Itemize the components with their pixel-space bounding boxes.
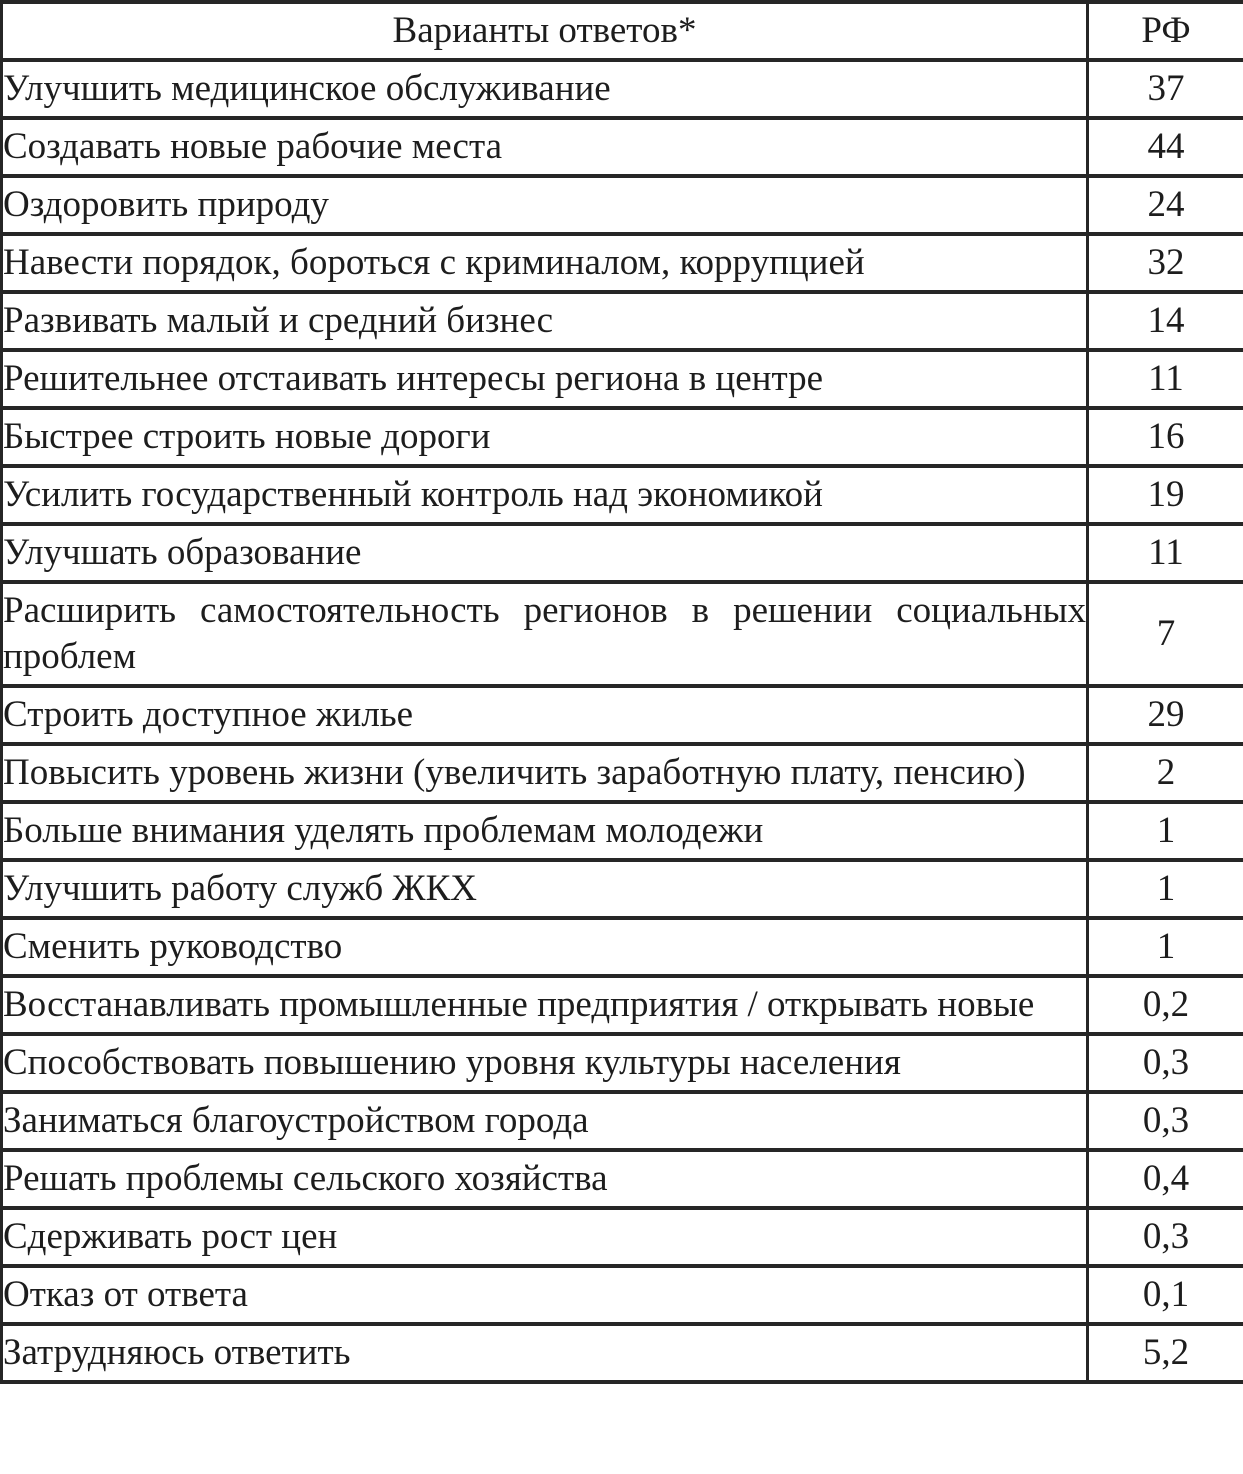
table-row	[2, 1150, 1243, 1208]
row-label-cell: Больше внимания уделять проблемам молодежи	[2, 802, 1088, 860]
table-row	[2, 466, 1243, 524]
table-row	[2, 582, 1243, 686]
table-row	[2, 1208, 1243, 1266]
row-label-cell: Повысить уровень жизни (увеличить заработную плату, пенсию)	[2, 744, 1088, 802]
column-header-rf: РФ	[1088, 2, 1243, 60]
table-header	[2, 2, 1243, 60]
table-row	[2, 744, 1243, 802]
row-label-cell: Улучшить медицинское обслуживание	[2, 60, 1088, 118]
table-row	[2, 802, 1243, 860]
row-value-cell: 2	[1088, 744, 1243, 802]
row-label-cell: Строить доступное жилье	[2, 686, 1088, 744]
row-label-cell: Восстанавливать промышленные предприятия / открывать новые	[2, 976, 1088, 1034]
table-row	[2, 686, 1243, 744]
row-value-cell: 44	[1088, 118, 1243, 176]
table-body	[2, 60, 1243, 1382]
table-row	[2, 976, 1243, 1034]
row-value-cell: 1	[1088, 860, 1243, 918]
table-row	[2, 1034, 1243, 1092]
header-row	[2, 2, 1243, 60]
row-value-cell: 0,4	[1088, 1150, 1243, 1208]
row-label-cell: Решительнее отстаивать интересы региона в центре	[2, 350, 1088, 408]
row-value-cell: 5,2	[1088, 1324, 1243, 1382]
row-value-cell: 0,1	[1088, 1266, 1243, 1324]
row-label-cell: Создавать новые рабочие места	[2, 118, 1088, 176]
row-label-cell: Усилить государственный контроль над экономикой	[2, 466, 1088, 524]
row-value-cell: 11	[1088, 350, 1243, 408]
table-row	[2, 860, 1243, 918]
row-value-cell: 11	[1088, 524, 1243, 582]
row-label-cell: Оздоровить природу	[2, 176, 1088, 234]
row-label-cell: Быстрее строить новые дороги	[2, 408, 1088, 466]
row-label-cell: Способствовать повышению уровня культуры населения	[2, 1034, 1088, 1092]
row-label-cell: Развивать малый и средний бизнес	[2, 292, 1088, 350]
table-row	[2, 524, 1243, 582]
row-value-cell: 0,3	[1088, 1208, 1243, 1266]
column-header-variants: Варианты ответов*	[2, 2, 1088, 60]
table-row	[2, 1266, 1243, 1324]
table-row	[2, 350, 1243, 408]
row-label-cell: Сдерживать рост цен	[2, 1208, 1088, 1266]
row-label-cell: Расширить самостоятельность регионов в решении социальных проблем	[2, 582, 1088, 686]
row-value-cell: 24	[1088, 176, 1243, 234]
row-value-cell: 0,2	[1088, 976, 1243, 1034]
table-row	[2, 1092, 1243, 1150]
table-row	[2, 176, 1243, 234]
row-value-cell: 0,3	[1088, 1034, 1243, 1092]
table-row	[2, 408, 1243, 466]
table-row	[2, 234, 1243, 292]
row-value-cell: 37	[1088, 60, 1243, 118]
row-label-cell: Решать проблемы сельского хозяйства	[2, 1150, 1088, 1208]
row-value-cell: 1	[1088, 918, 1243, 976]
row-value-cell: 19	[1088, 466, 1243, 524]
table-row	[2, 1324, 1243, 1382]
row-value-cell: 0,3	[1088, 1092, 1243, 1150]
row-value-cell: 32	[1088, 234, 1243, 292]
row-label-cell: Заниматься благоустройством города	[2, 1092, 1088, 1150]
row-value-cell: 1	[1088, 802, 1243, 860]
table-row	[2, 292, 1243, 350]
row-value-cell: 29	[1088, 686, 1243, 744]
row-value-cell: 7	[1088, 582, 1243, 686]
row-label-cell: Улучшать образование	[2, 524, 1088, 582]
row-label-cell: Сменить руководство	[2, 918, 1088, 976]
row-label-cell: Отказ от ответа	[2, 1266, 1088, 1324]
table-row	[2, 118, 1243, 176]
row-value-cell: 14	[1088, 292, 1243, 350]
table-row	[2, 60, 1243, 118]
row-label-cell: Улучшить работу служб ЖКХ	[2, 860, 1088, 918]
row-value-cell: 16	[1088, 408, 1243, 466]
row-label-cell: Навести порядок, бороться с криминалом, коррупцией	[2, 234, 1088, 292]
table-row	[2, 918, 1243, 976]
row-label-cell: Затрудняюсь ответить	[2, 1324, 1088, 1382]
